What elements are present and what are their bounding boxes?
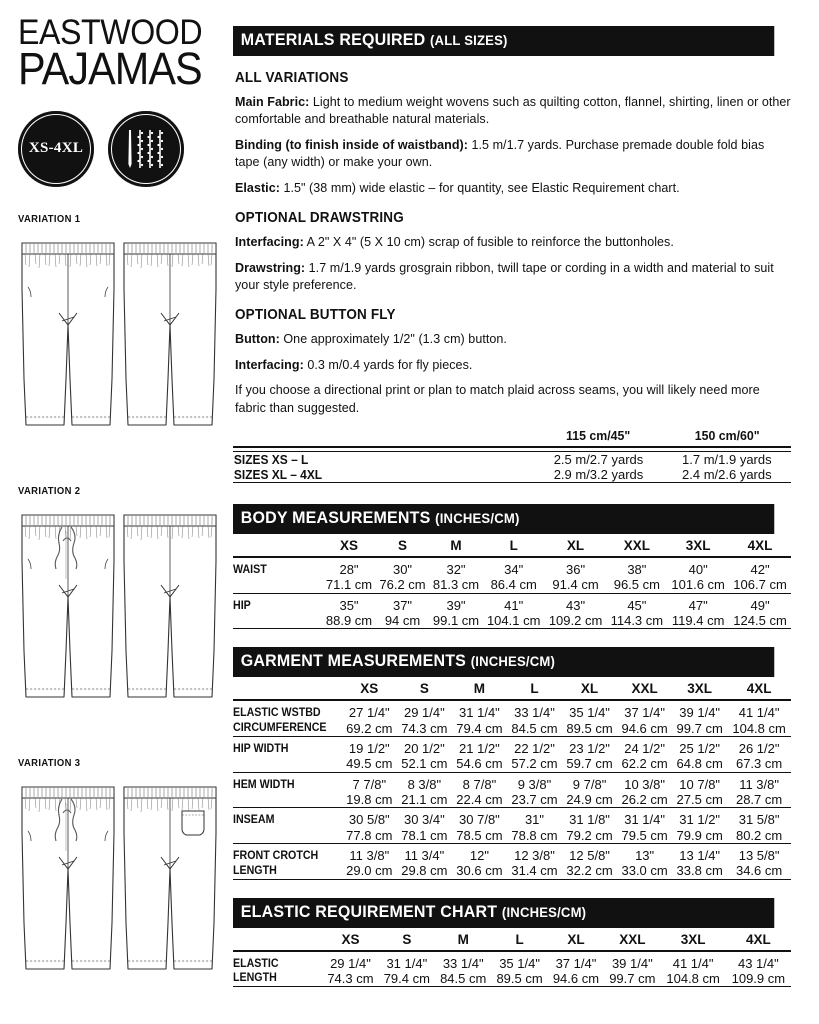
right-column [233,26,791,989]
variation-2-illustration [18,501,218,731]
left-column [18,13,218,1003]
button-paragraph [235,330,792,347]
garment-crotch-3xl: 13 1/4" 33.8 cm [676,848,723,879]
garment-measurements-table [233,677,791,881]
body-size-xs: XS [340,538,359,554]
body-size-3xl: 3XL [685,538,711,554]
garment-wstbd-m: 31 1/4" 79.4 cm [456,705,503,736]
garment-size-l: L [530,681,539,697]
interfacing-fly-paragraph [235,356,792,373]
garment-hem-4xl: 11 3/8" 28.7 cm [735,776,783,808]
garment-wstbd-3xl: 39 1/4" 99.7 cm [676,705,723,736]
garment-hip-m: 21 1/2" 54.6 cm [456,741,503,772]
optional-button-fly-heading: OPTIONAL BUTTON FLY [235,306,396,324]
garment-wstbd-xs: 27 1/4" 69.2 cm [346,705,393,736]
drawstring-text: 1.7 m/1.9 yards grosgrain ribbon, twill tape or cording in a width and material to suit your style preference. [235,259,774,292]
garment-inseam-s: 30 3/4" 78.1 cm [401,812,448,843]
body-size-m: M [450,538,462,554]
fabric-row-xs-l-150: 1.7 m/1.9 yards [682,452,772,468]
elastic-row-length-label: ELASTIC LENGTH [233,955,279,985]
all-variations-heading: ALL VARIATIONS [235,69,349,86]
binding-paragraph [235,136,792,171]
garment-wstbd-s: 29 1/4" 74.3 cm [401,705,448,736]
main-fabric-paragraph [235,93,792,128]
drawstring-label: Drawstring: [235,259,306,275]
body-row-waist-label: WAIST [233,562,267,577]
garment-inseam-xl: 31 1/8" 79.2 cm [566,812,613,843]
variation-1-illustration [18,229,218,459]
fabric-row-xl-4xl-label: SIZES XL – 4XL [233,467,323,483]
garment-row-hip-width-label: HIP WIDTH [233,741,289,756]
interfacing-fly-label: Interfacing: [235,356,304,372]
body-waist-4xl: 42" 106.7 cm [733,562,787,593]
needle-and-seams-icon [122,124,170,174]
body-waist-3xl: 40" 101.6 cm [671,562,725,593]
interfacing-drawstring-paragraph [235,233,792,250]
garment-measurements-suffix: (INCHES/CM) [470,654,556,670]
garment-row-inseam [233,810,791,843]
button-label: Button: [235,331,280,347]
garment-crotch-xs: 11 3/8" 29.0 cm [346,848,393,879]
fabric-row-xl-4xl [233,467,791,483]
body-size-4xl: 4XL [747,538,773,554]
variation-3-block [18,757,218,1003]
variation-1-label: VARIATION 1 [18,212,81,225]
fabric-row-xs-l-115: 2.5 m/2.7 yards [553,452,644,468]
elastic-paragraph [235,179,792,196]
garment-measurements-header [233,647,774,677]
garment-crotch-xl: 12 5/8" 32.2 cm [566,848,613,879]
garment-row-hem-width [233,775,791,808]
elastic-requirement-table [233,928,791,990]
interfacing-drawstring-text: A 2" X 4" (5 X 10 cm) scrap of fusible to reinforce the buttonholes. [303,234,674,250]
body-row-waist [233,560,791,593]
variation-2-block [18,485,218,731]
body-waist-xs: 28" 71.1 cm [325,562,373,593]
garment-size-3xl: 3XL [687,681,713,697]
body-waist-xl: 36" 91.4 cm [552,562,599,593]
brand-line-2: PAJAMAS [18,43,202,95]
binding-label: Binding (to finish inside of waistband): [235,136,468,152]
fabric-row-xl-4xl-150: 2.4 m/2.6 yards [682,467,772,483]
drawstring-paragraph [235,259,792,294]
body-hip-s: 37" 94 cm [384,597,421,629]
button-text: One approximately 1/2" (1.3 cm) button. [279,331,507,347]
optional-drawstring-heading: OPTIONAL DRAWSTRING [235,209,404,227]
body-waist-s: 30" 76.2 cm [379,562,426,593]
body-hip-xl: 43" 109.2 cm [548,597,603,629]
fabric-row-xs-l [233,452,791,467]
body-size-xxl: XXL [623,538,650,554]
body-hip-xs: 35" 88.9 cm [325,597,373,629]
body-measurements-suffix: (INCHES/CM) [435,511,520,527]
garment-size-header-row [233,677,791,700]
garment-inseam-3xl: 31 1/2" 79.9 cm [676,812,723,843]
garment-row-elastic-wstbd [233,703,791,736]
elastic-size-xxl: XXL [619,931,646,947]
elastic-size-xl: XL [567,931,585,947]
elastic-row-length [233,954,791,987]
garment-hem-m: 8 7/8" 22.4 cm [456,776,503,808]
body-measurements-table [233,534,791,631]
materials-required-header [233,26,774,56]
elastic-length-3xl: 41 1/4" 104.8 cm [666,955,720,986]
garment-crotch-xxl: 13" 33.0 cm [621,848,668,879]
garment-crotch-4xl: 13 5/8" 34.6 cm [735,848,783,879]
patch-pocket [182,811,204,835]
variation-3-illustration [18,773,218,1003]
fabric-table-header-row [233,428,791,447]
variation-1-block [18,213,218,459]
main-fabric-text: Light to medium weight wovens such as quilting cotton, flannel, shirting, linen or other comfortable and breathable natural materials. [235,94,791,127]
elastic-size-header-row [233,928,791,951]
garment-inseam-4xl: 31 5/8" 80.2 cm [735,812,783,843]
directional-print-note: If you choose a directional print or plan to match plaid across seams, you will likely need more fabric than suggested. [235,382,760,415]
garment-wstbd-xxl: 37 1/4" 94.6 cm [621,705,668,736]
body-measurements-title: BODY MEASUREMENTS [240,509,431,528]
fabric-col-115: 115 cm/45" [566,428,631,444]
interfacing-drawstring-label: Interfacing: [235,234,304,250]
elastic-requirement-suffix: (INCHES/CM) [501,904,587,920]
garment-size-xl: XL [580,681,599,697]
materials-required-suffix: (ALL SIZES) [430,33,508,48]
elastic-length-xs: 29 1/4" 74.3 cm [327,955,374,986]
body-size-l: L [509,538,518,554]
elastic-length-4xl: 43 1/4" 109.9 cm [731,955,786,986]
garment-row-hip-width [233,739,791,772]
body-size-s: S [398,538,408,554]
fabric-col-150: 150 cm/60" [694,428,760,444]
difficulty-badge [108,111,184,187]
garment-hip-xs: 19 1/2" 49.5 cm [346,741,393,772]
garment-wstbd-l: 33 1/4" 84.5 cm [511,705,558,736]
garment-row-front-crotch [233,846,791,879]
garment-size-4xl: 4XL [746,681,772,697]
garment-inseam-xs: 30 5/8" 77.8 cm [346,812,393,843]
body-hip-4xl: 49" 124.5 cm [733,597,787,629]
body-measurements-header [233,504,774,534]
garment-hem-xxl: 10 3/8" 26.2 cm [621,776,668,808]
garment-size-xs: XS [360,681,379,697]
badge-row [18,111,218,187]
body-hip-m: 39" 99.1 cm [432,597,480,629]
brand-title [18,13,218,95]
elastic-length-xl: 37 1/4" 94.6 cm [552,955,600,986]
elastic-length-l: 35 1/4" 89.5 cm [496,955,543,986]
garment-measurements-title: GARMENT MEASUREMENTS [240,652,467,671]
elastic-size-m: M [457,931,469,947]
body-waist-xxl: 38" 96.5 cm [613,562,660,593]
body-row-hip-label: HIP [233,597,251,612]
elastic-size-3xl: 3XL [680,931,706,947]
garment-size-xxl: XXL [631,681,658,697]
body-size-xl: XL [566,538,585,554]
binding-text: 1.5 m/1.7 yards. Purchase premade double fold bias tape (any width) or make your own. [235,136,765,170]
garment-row-front-crotch-label: FRONT CROTCH LENGTH [233,848,319,877]
elastic-size-xs: XS [341,931,360,947]
elastic-length-s: 31 1/4" 79.4 cm [383,955,430,986]
garment-hip-4xl: 26 1/2" 67.3 cm [735,741,783,772]
elastic-size-l: L [515,931,524,947]
garment-crotch-s: 11 3/4" 29.8 cm [401,848,448,879]
size-range-badge [18,111,94,187]
body-hip-3xl: 47" 119.4 cm [671,597,725,629]
garment-hem-l: 9 3/8" 23.7 cm [511,776,558,808]
garment-size-s: S [419,681,429,697]
garment-size-m: M [473,681,486,697]
elastic-requirement-header [233,898,774,928]
garment-wstbd-xl: 35 1/4" 89.5 cm [566,705,613,736]
garment-inseam-m: 30 7/8" 78.5 cm [456,812,503,843]
fabric-row-xl-4xl-115: 2.9 m/3.2 yards [553,467,644,483]
size-range-badge-label: XS-4XL [28,140,84,157]
variation-3-label: VARIATION 3 [18,756,81,769]
garment-hem-xs: 7 7/8" 19.8 cm [346,776,393,808]
garment-row-inseam-label: INSEAM [233,812,275,827]
elastic-size-4xl: 4XL [745,931,771,947]
materials-required-title: MATERIALS REQUIRED [240,31,426,49]
garment-wstbd-4xl: 41 1/4" 104.8 cm [732,705,786,736]
main-fabric-label: Main Fabric: [235,94,310,109]
garment-inseam-xxl: 31 1/4" 79.5 cm [621,812,668,843]
garment-hip-3xl: 25 1/2" 64.8 cm [676,741,723,772]
garment-hem-xl: 9 7/8" 24.9 cm [566,776,613,808]
interfacing-fly-text: 0.3 m/0.4 yards for fly pieces. [303,356,473,372]
garment-hip-xl: 23 1/2" 59.7 cm [566,741,613,772]
fabric-row-xs-l-label: SIZES XS – L [233,452,309,468]
elastic-size-s: S [402,931,412,947]
garment-crotch-l: 12 3/8" 31.4 cm [511,848,558,879]
body-waist-m: 32" 81.3 cm [432,562,480,593]
garment-inseam-l: 31" 78.8 cm [511,812,558,843]
garment-row-elastic-wstbd-label: ELASTIC WSTBD CIRCUMFERENCE [233,705,327,734]
fabric-requirement-table [233,428,791,485]
elastic-length-xxl: 39 1/4" 99.7 cm [609,955,656,986]
body-row-hip [233,596,791,629]
elastic-requirement-title: ELASTIC REQUIREMENT CHART [240,902,498,921]
garment-hip-xxl: 24 1/2" 62.2 cm [621,741,668,772]
garment-hem-s: 8 3/8" 21.1 cm [401,776,448,808]
garment-hem-3xl: 10 7/8" 27.5 cm [676,776,723,808]
garment-row-hem-width-label: HEM WIDTH [233,776,295,791]
elastic-label: Elastic: [235,179,280,195]
body-size-header-row [233,534,791,557]
body-hip-l: 41" 104.1 cm [486,597,541,629]
elastic-text: 1.5" (38 mm) wide elastic – for quantity, see Elastic Requirement chart. [279,179,680,195]
body-waist-l: 34" 86.4 cm [490,562,537,593]
garment-hip-l: 22 1/2" 57.2 cm [511,741,558,772]
garment-crotch-m: 12" 30.6 cm [456,848,503,879]
variation-2-label: VARIATION 2 [18,484,81,497]
elastic-length-m: 33 1/4" 84.5 cm [440,955,487,986]
garment-hip-s: 20 1/2" 52.1 cm [401,741,448,772]
brand-line-1: EASTWOOD [18,13,203,52]
body-hip-xxl: 45" 114.3 cm [610,597,664,629]
